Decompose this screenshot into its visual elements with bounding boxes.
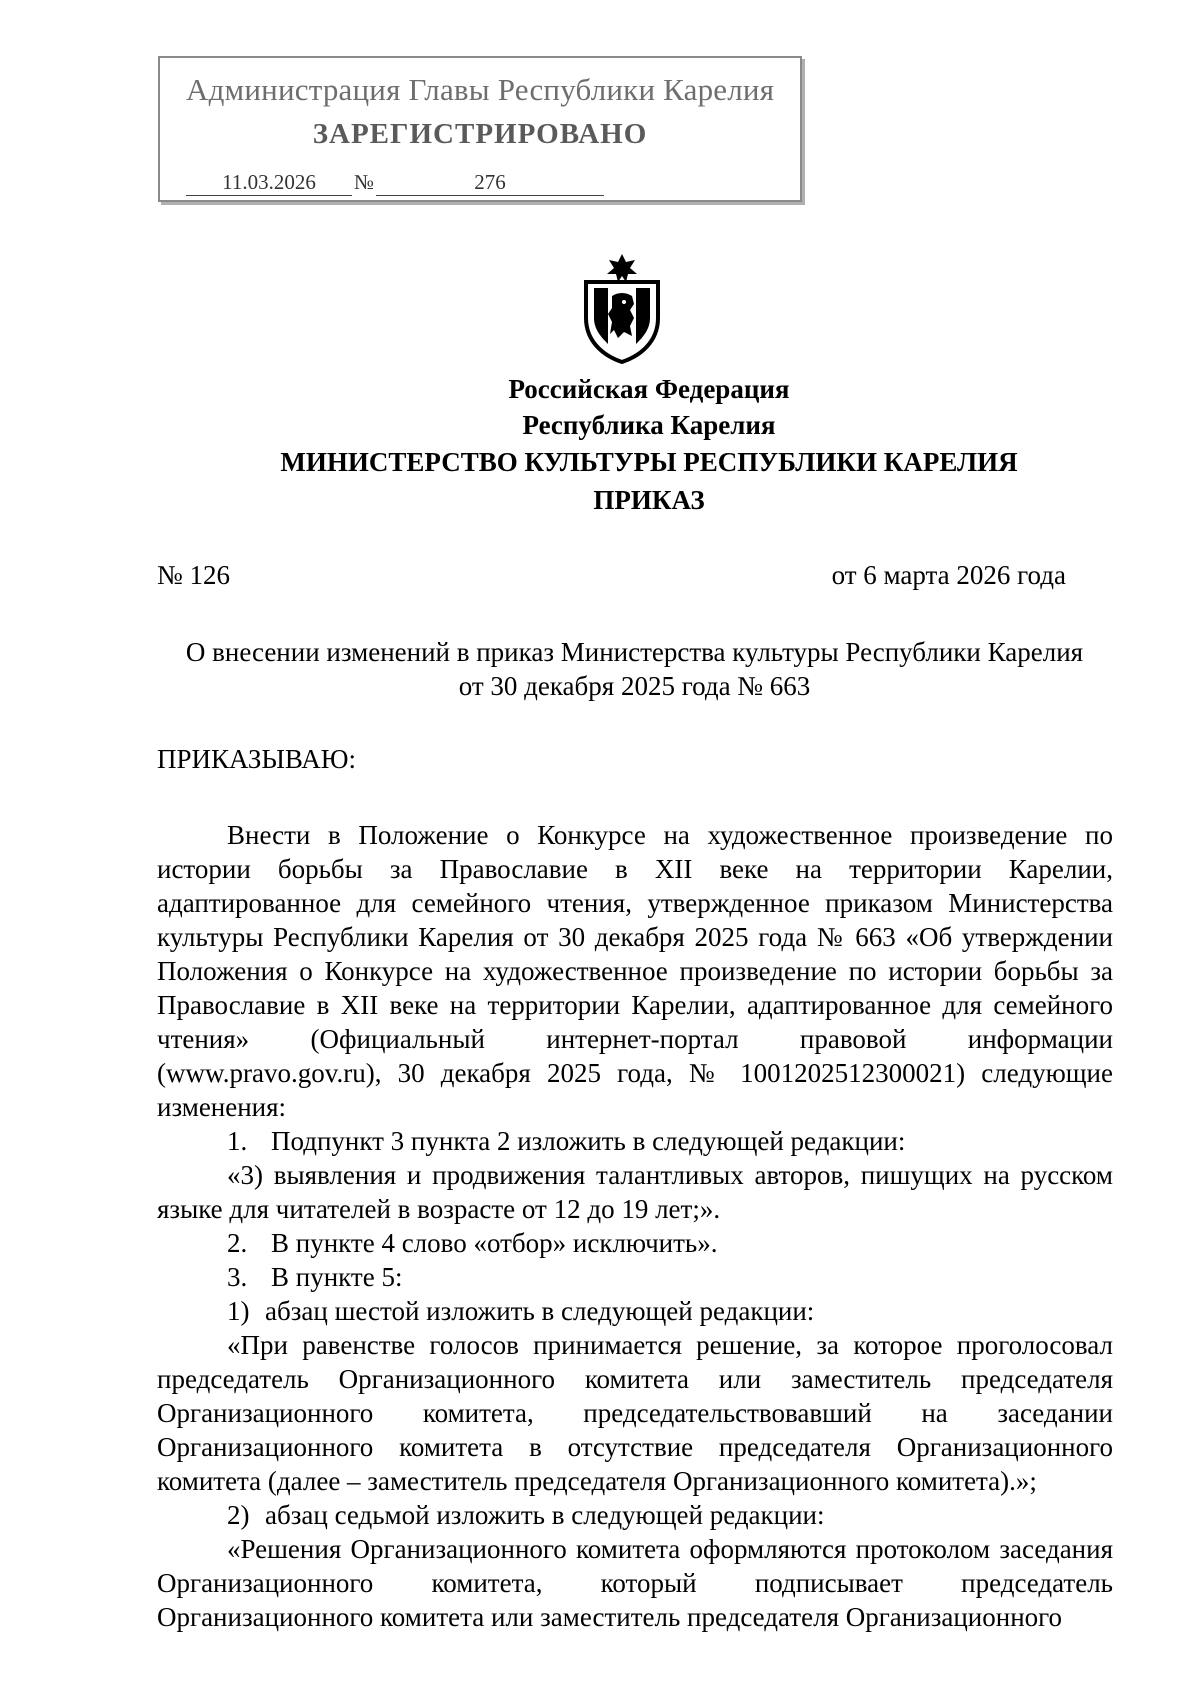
list-item-3-text: В пункте 5: [271,1262,403,1292]
header-country: Российская Федерация [508,374,790,404]
stamp-status: ЗАРЕГИСТРИРОВАНО [312,118,648,150]
sub-item-2-quote: «Решения Организационного комитета оформляются протоколом заседания Организационного комитета, который подписывает председатель Организационного комитета или заместитель председателя Организационного [157,1534,1113,1632]
list-item-3 [157,1260,1113,1294]
sub-item-2-text: абзац седьмой изложить в следующей редакции: [265,1500,825,1530]
list-item-1 [157,1124,1113,1158]
list-item-2-text: В пункте 4 слово «отбор» исключить». [271,1228,718,1258]
sub-item-1-text: абзац шестой изложить в следующей редакции: [265,1296,815,1326]
order-word: ПРИКАЗЫВАЮ: [157,744,356,774]
stamp-date: 11.03.2026 [186,170,352,196]
registration-stamp [158,56,802,202]
order-date: от 6 марта 2026 года [831,560,1066,590]
sub-item-2 [157,1498,1113,1532]
sub-item-1-marker: 1) [227,1296,250,1326]
list-item-2 [157,1226,1113,1260]
order-subject-line2: от 30 декабря 2025 года № 663 [458,671,811,701]
body-intro: Внести в Положение о Конкурсе на художественное произведение по истории борьбы за Православие в XII веке на территории Карелии, адаптированное для семейного чтения, утвержденное приказом Министерства культуры Республики Карелия от 30 декабря 2025 года № 663 «Об утверждении Положения о Конкурсе на художественное произведение по истории борьбы за Православие в XII веке на территории Карелии, адаптированное для семейного чтения» (Официальный интернет-портал правовой информации (www.pravo.gov.ru), 30 декабря 2025 года, № 1001202512300021) следующие изменения: [157,820,1113,1122]
order-subject [157,635,1112,703]
stamp-organization: Администрация Главы Республики Карелия [186,72,775,107]
stamp-registration-row [186,170,604,196]
header-doc-type: ПРИКАЗ [593,485,705,515]
header-region: Республика Карелия [522,410,776,440]
list-item-2-marker: 2. [227,1228,248,1258]
list-item-1-quote: «3) выявления и продвижения талантливых авторов, пишущих на русском языке для читателей в возрасте от 12 до 19 лет;». [157,1160,1113,1224]
list-item-1-marker: 1. [227,1126,248,1156]
stamp-number-sign: № [354,170,375,194]
list-item-3-marker: 3. [227,1262,248,1292]
document-body [157,818,1113,1634]
sub-item-1-quote: «При равенстве голосов принимается решение, за которое проголосовал председатель Организационного комитета или заместитель председателя Организационного комитета, председательствовавший на заседании Организационного комитета в отсутствие председателя Организационного комитета (далее – заместитель председателя Организационного комитета).»; [157,1330,1113,1496]
stamp-number: 276 [376,170,604,196]
order-subject-line1: О внесении изменений в приказ Министерства культуры Республики Карелия [185,637,1084,667]
order-number: № 126 [157,560,231,590]
header-ministry: МИНИСТЕРСТВО КУЛЬТУРЫ РЕСПУБЛИКИ КАРЕЛИЯ [280,447,1018,477]
sub-item-1 [157,1294,1113,1328]
karelia-coat-of-arms-icon [574,252,670,364]
list-item-1-text: Подпункт 3 пункта 2 изложить в следующей редакции: [271,1126,906,1156]
sub-item-2-marker: 2) [227,1500,250,1530]
